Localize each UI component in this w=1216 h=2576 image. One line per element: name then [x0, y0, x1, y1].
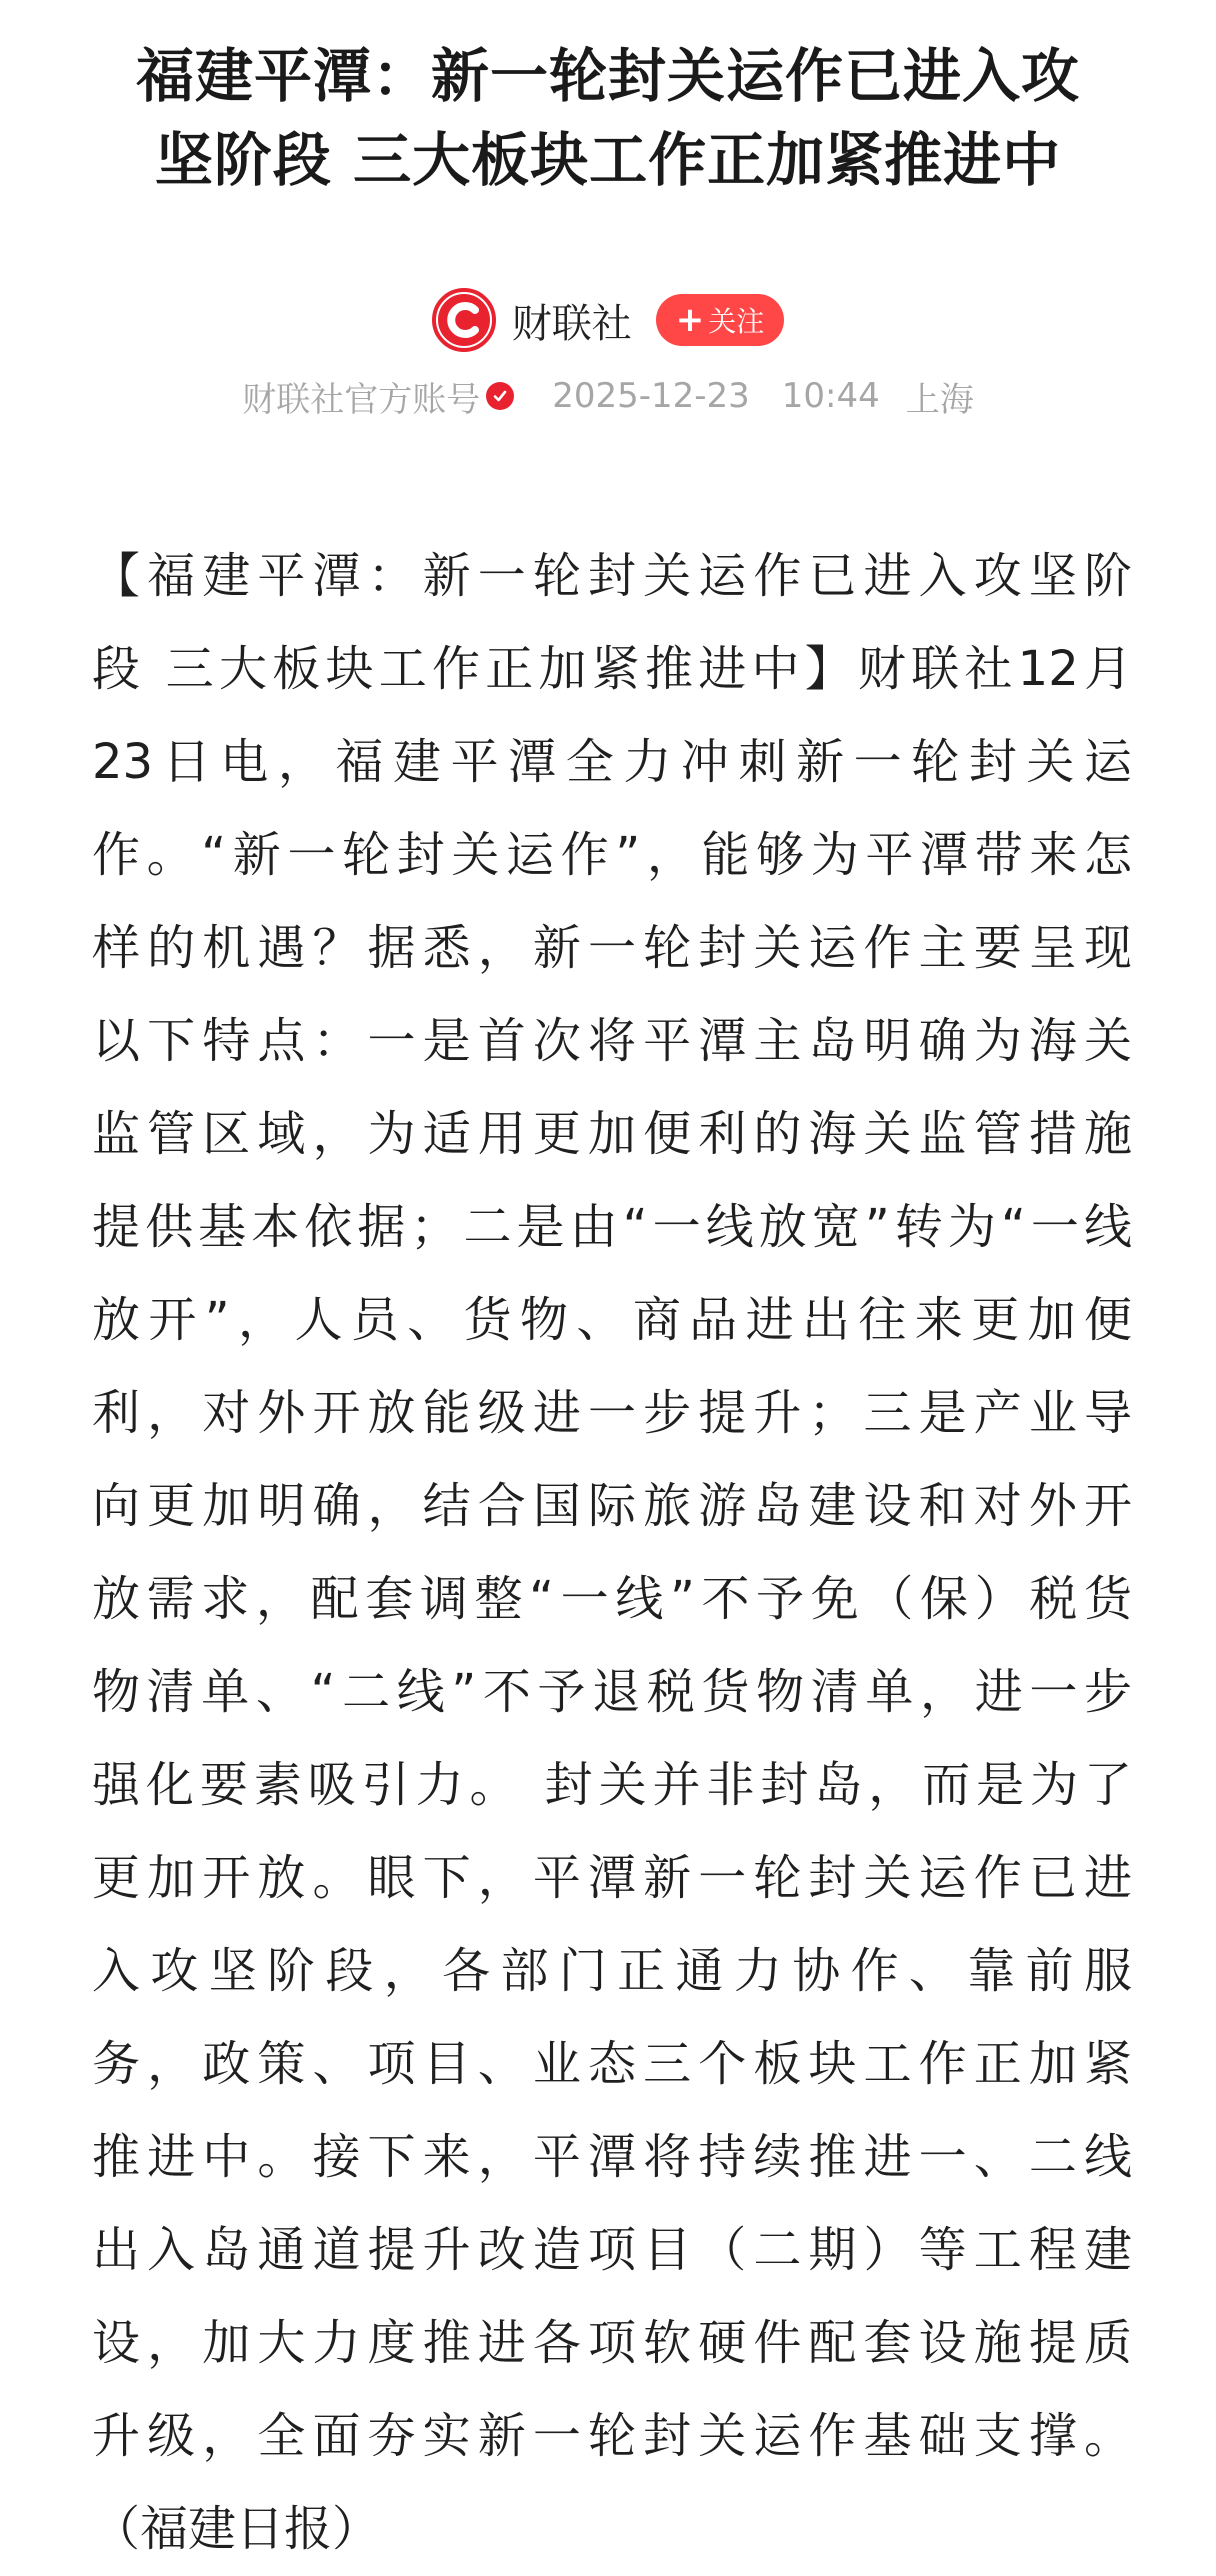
body-line-source: （福建日报） [92, 2501, 381, 2557]
body-line: 提供基本依据；二是由“一线放宽”转为“一线 [92, 1199, 1132, 1255]
body-line: 强化要素吸引力。 封关并非封岛，而是为了 [92, 1757, 1132, 1813]
body-line: 【福建平潭：新一轮封关运作已进入攻坚阶 [92, 548, 1132, 604]
account-label: 财联社官方账号 [242, 379, 481, 420]
body-line: 向更加明确，结合国际旅游岛建设和对外开 [92, 1478, 1132, 1534]
author-row [0, 286, 1216, 354]
body-line: 放需求，配套调整“一线”不予免（保）税货 [92, 1571, 1132, 1627]
publish-location: 上海 [905, 379, 974, 420]
body-line: 务，政策、项目、业态三个板块工作正加紧 [92, 2036, 1132, 2092]
publish-time: 10:44 [781, 376, 880, 416]
body-line: 更加开放。眼下，平潭新一轮封关运作已进 [92, 1850, 1132, 1906]
body-line: 入攻坚阶段，各部门正通力协作、靠前服 [92, 1943, 1132, 1999]
body-line: 设，加大力度推进各项软硬件配套设施提质 [92, 2315, 1132, 2371]
verified-badge-icon [486, 382, 514, 410]
article-body [92, 530, 1132, 2576]
article-title [0, 0, 1216, 202]
follow-button-label: 关注 [708, 305, 765, 338]
body-line: 段 三大板块工作正加紧推进中】财联社12月 [92, 641, 1132, 697]
body-line: 以下特点：一是首次将平潭主岛明确为海关 [92, 1013, 1132, 1069]
cls-logo-icon[interactable] [432, 288, 496, 352]
body-line: 样的机遇？据悉，新一轮封关运作主要呈现 [92, 920, 1132, 976]
article-title-line-2: 坚阶段 三大板块工作正加紧推进中 [154, 126, 1062, 194]
body-line: 推进中。接下来，平潭将持续推进一、二线 [92, 2129, 1132, 2185]
body-line: 出入岛通道提升改造项目（二期）等工程建 [92, 2222, 1132, 2278]
plus-icon: + [675, 300, 705, 340]
author-name[interactable]: 财联社 [511, 300, 632, 347]
body-line: 23日电，福建平潭全力冲刺新一轮封关运 [92, 734, 1132, 790]
follow-button[interactable] [656, 294, 785, 346]
body-line: 监管区域，为适用更加便利的海关监管措施 [92, 1106, 1132, 1162]
body-line: 放开”，人员、货物、商品进出往来更加便 [92, 1292, 1132, 1348]
publish-date: 2025-12-23 [552, 376, 750, 416]
body-line: 作。“新一轮封关运作”，能够为平潭带来怎 [92, 827, 1132, 883]
article-meta [0, 368, 1216, 424]
body-line: 升级，全面夯实新一轮封关运作基础支撑。 [92, 2408, 1132, 2464]
body-line: 利，对外开放能级进一步提升；三是产业导 [92, 1385, 1132, 1441]
body-line: 物清单、“二线”不予退税货物清单，进一步 [92, 1664, 1132, 1720]
article-title-line-1: 福建平潭：新一轮封关运作已进入攻 [135, 42, 1080, 110]
